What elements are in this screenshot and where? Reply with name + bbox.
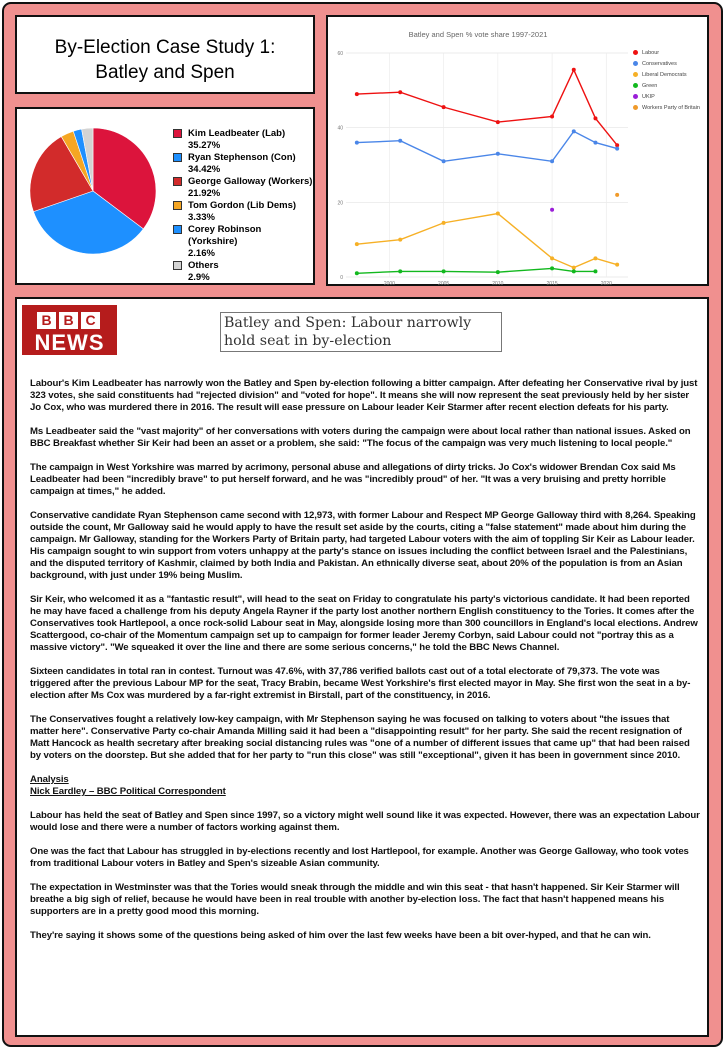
y-tick-label: 20 (337, 200, 343, 207)
data-point (615, 193, 619, 197)
legend-name: Corey Robinson (Yorkshire) (188, 224, 262, 247)
data-point (550, 114, 554, 118)
x-tick-label: 2000 (383, 281, 395, 287)
chart-title: Batley and Spen % vote share 1997-2021 (408, 30, 548, 39)
data-point (572, 68, 576, 72)
data-point (572, 269, 576, 273)
y-tick-label: 60 (337, 51, 343, 57)
chart-legend-item (633, 102, 700, 113)
data-point (496, 270, 500, 274)
data-point (442, 269, 446, 273)
article-body (30, 378, 700, 954)
data-point (496, 120, 500, 124)
data-point (593, 269, 597, 273)
legend-pct: 2.9% (188, 272, 210, 283)
chart-legend-label: Conservatives (642, 60, 677, 67)
x-tick-label: 2020 (600, 281, 612, 287)
pie-legend-item (173, 260, 313, 284)
chart-legend-label: UKIP (642, 93, 655, 100)
analysis-paragraph: One was the fact that Labour has struggled in by-elections recently and lost Hartlepool, for example. Another was George Galloway, who took votes from traditional Labour voters in Batley and Spen's sizeable Asian community. (30, 846, 689, 869)
chart-legend (633, 47, 700, 113)
series-line (357, 268, 596, 273)
pie-legend-item (173, 128, 313, 152)
data-point (593, 141, 597, 145)
article-box (15, 297, 709, 1037)
line-chart-box (326, 15, 709, 286)
analysis-label: Analysis (30, 774, 69, 785)
pie-chart (17, 115, 157, 275)
analyst-byline: Nick Eardley – BBC Political Correspondent (30, 786, 226, 797)
data-point (398, 139, 402, 143)
data-point (593, 256, 597, 260)
article-paragraph: The Conservatives fought a relatively low-key campaign, with Mr Stephenson saying he was focused on talking to voters about "the issues that matter here". Conservative Party co-chair Amanda Milling said it had been a "disappointing result" for her party. She said the recent resignation of Matt Hancock as health secretary after breaking social distancing rules was "one of a number of different issues that came up" that had been raised by voters on the doorstep. But she added that for her party to "run this close" was still "exceptional", given it has been in government since 2010. (30, 714, 690, 761)
data-point (355, 92, 359, 96)
data-point (615, 147, 619, 151)
legend-dot (633, 61, 638, 66)
data-point (593, 116, 597, 120)
analysis-paragraph: They're saying it shows some of the questions being asked of him over the last few weeks have been a bit over-hyped, and that he can win. (30, 930, 651, 941)
pie-legend-item (173, 224, 313, 260)
data-point (398, 90, 402, 94)
analysis-paragraph: Labour has held the seat of Batley and Spen since 1997, so a victory might well sound like it was expected. However, there was an expectation Labour would lose and there were a number of factors working against them. (30, 810, 700, 833)
data-point (496, 212, 500, 216)
data-point (442, 221, 446, 225)
article-paragraph: Ms Leadbeater said the "vast majority" of her conversations with voters during the campaign were about local rather than national issues. Asked on BBC Breakfast whether Sir Keir had been an asset or a problem, she said: "The focus of the campaign was very much listening to local people." (30, 426, 691, 449)
logo-news-text: NEWS (34, 330, 105, 355)
title-box (15, 15, 315, 94)
data-point (398, 269, 402, 273)
legend-name: Ryan Stephenson (Con) (188, 152, 296, 163)
series-line (357, 131, 617, 161)
legend-swatch (173, 129, 182, 138)
data-point (496, 152, 500, 156)
article-paragraph: Sixteen candidates in total ran in contest. Turnout was 47.6%, with 37,786 verified ballots cast out of a total electorate of 79,373. The vote was triggered after the previous Labour MP for the seat, Tracy Brabin, became West Yorkshire's first elected mayor in May. She first won the seat in a by-election after Ms Cox was murdered by a far-right extremist in Birstall, part of the constituency, in 2016. (30, 666, 691, 701)
legend-swatch (173, 153, 182, 162)
data-point (355, 271, 359, 275)
logo-block: B (59, 312, 78, 329)
pie-chart-box (15, 107, 315, 285)
y-tick-label: 0 (340, 275, 343, 281)
chart-legend-item (633, 69, 700, 80)
pie-legend-item (173, 176, 313, 200)
legend-name: Kim Leadbeater (Lab) (188, 128, 286, 139)
x-tick-label: 2005 (438, 281, 450, 287)
chart-legend-item (633, 47, 700, 58)
chart-legend-item (633, 91, 700, 102)
legend-dot (633, 105, 638, 110)
data-point (572, 129, 576, 133)
legend-swatch (173, 225, 182, 234)
x-tick-label: 2010 (492, 281, 504, 287)
legend-dot (633, 72, 638, 77)
legend-dot (633, 83, 638, 88)
chart-legend-label: Labour (642, 49, 660, 56)
line-chart (328, 17, 628, 288)
data-point (615, 263, 619, 267)
article-paragraph: Conservative candidate Ryan Stephenson came second with 12,973, with former Labour and Respect MP George Galloway third with 8,264. Speaking outside the count, Mr Galloway said he would apply to have the result set aside by the courts, citing a "false statement" made about him during the campaign. Mr Galloway, standing for the Workers Party of Britain party, had targeted Labour voters with the aim of toppling Sir Keir as Labour leader. His campaign sought to win support from voters unhappy at the party's stance on issues including the conflict between Israel and the Palestinians, and the disputed territory of Kashmir, claimed by both India and Pakistan. An ethnically diverse seat, about 20% of the population is from an Asian background, with just under 19% being Muslim. (30, 510, 696, 581)
chart-legend-item (633, 58, 700, 69)
legend-dot (633, 50, 638, 55)
article-paragraph: The campaign in West Yorkshire was marred by acrimony, personal abuse and allegations of dirty tricks. Jo Cox's widower Brendan Cox said Ms Leadbeater had been "incredibly brave" to put herself forward, and he was "incredibly proud" of her. "It was a very bruising and pretty horrible campaign at times," he added. (30, 462, 676, 497)
pie-legend-item (173, 200, 313, 224)
data-point (550, 208, 554, 212)
data-point (442, 159, 446, 163)
legend-swatch (173, 201, 182, 210)
analysis-paragraph: The expectation in Westminster was that the Tories would sneak through the middle and win this seat - that hasn't happened. Sir Keir Starmer will breathe a big sigh of relief, because he would have been in real trouble with another by-election loss. The fact that hasn't happened means his supporters are in a pretty good mood this morning. (30, 882, 680, 917)
data-point (398, 238, 402, 242)
legend-swatch (173, 261, 182, 270)
article-headline: Batley and Spen: Labour narrowly hold seat in by-election (220, 312, 502, 352)
article-paragraph: Labour's Kim Leadbeater has narrowly won the Batley and Spen by-election following a bitter campaign. After defeating her Conservative rival by just 323 votes, she said constituents had "rejected division" and "voted for hope". It means she will now represent the seat previously held by her sister Jo Cox, who was murdered there in 2016. The result will ease pressure on Labour leader Keir Starmer after recent election defeats for his party. (30, 378, 698, 413)
title-line-2: Batley and Spen (95, 62, 235, 83)
data-point (442, 105, 446, 109)
bbc-news-logo (22, 305, 117, 355)
article-paragraph: Sir Keir, who welcomed it as a "fantastic result", will head to the seat on Friday to congratulate his party's victorious candidate. It had been reported he may have faced a challenge from his deputy Angela Rayner if the party lost another northern English constituency to the Tories. It comes after the Conservatives took Hartlepool, a once rock-solid Labour seat in May, alongside losing more than 300 councillors in England's local elections. Andrew Scattergood, co-chair of the Momentum campaign set up to campaign for former leader Jeremy Corbyn, said Labour could not "portray this as a massive victory". "We squeaked it over the line and there are some serious concerns," he told the BBC News Channel. (30, 594, 698, 653)
data-point (550, 159, 554, 163)
chart-legend-label: Green (642, 82, 658, 89)
data-point (572, 266, 576, 270)
legend-pct: 2.16% (188, 248, 215, 259)
logo-block: C (81, 312, 100, 329)
legend-name: Tom Gordon (Lib Dems) (188, 200, 297, 211)
legend-name: Others (188, 260, 219, 271)
data-point (355, 242, 359, 246)
title-line-1: By-Election Case Study 1: (54, 37, 276, 58)
pie-legend (173, 128, 313, 284)
logo-block: B (37, 312, 56, 329)
y-tick-label: 40 (337, 125, 343, 132)
data-point (550, 266, 554, 270)
chart-legend-label: Workers Party of Britain (642, 104, 700, 111)
series-line (357, 214, 617, 268)
legend-name: George Galloway (Workers) (188, 176, 313, 187)
pie-legend-item (173, 152, 313, 176)
legend-pct: 3.33% (188, 212, 215, 223)
legend-swatch (173, 177, 182, 186)
data-point (355, 141, 359, 145)
legend-pct: 34.42% (188, 164, 221, 175)
legend-dot (633, 94, 638, 99)
legend-pct: 35.27% (188, 140, 221, 151)
x-tick-label: 2015 (546, 281, 558, 287)
data-point (550, 256, 554, 260)
legend-pct: 21.92% (188, 188, 221, 199)
chart-legend-label: Liberal Democrats (642, 71, 687, 78)
chart-legend-item (633, 80, 700, 91)
